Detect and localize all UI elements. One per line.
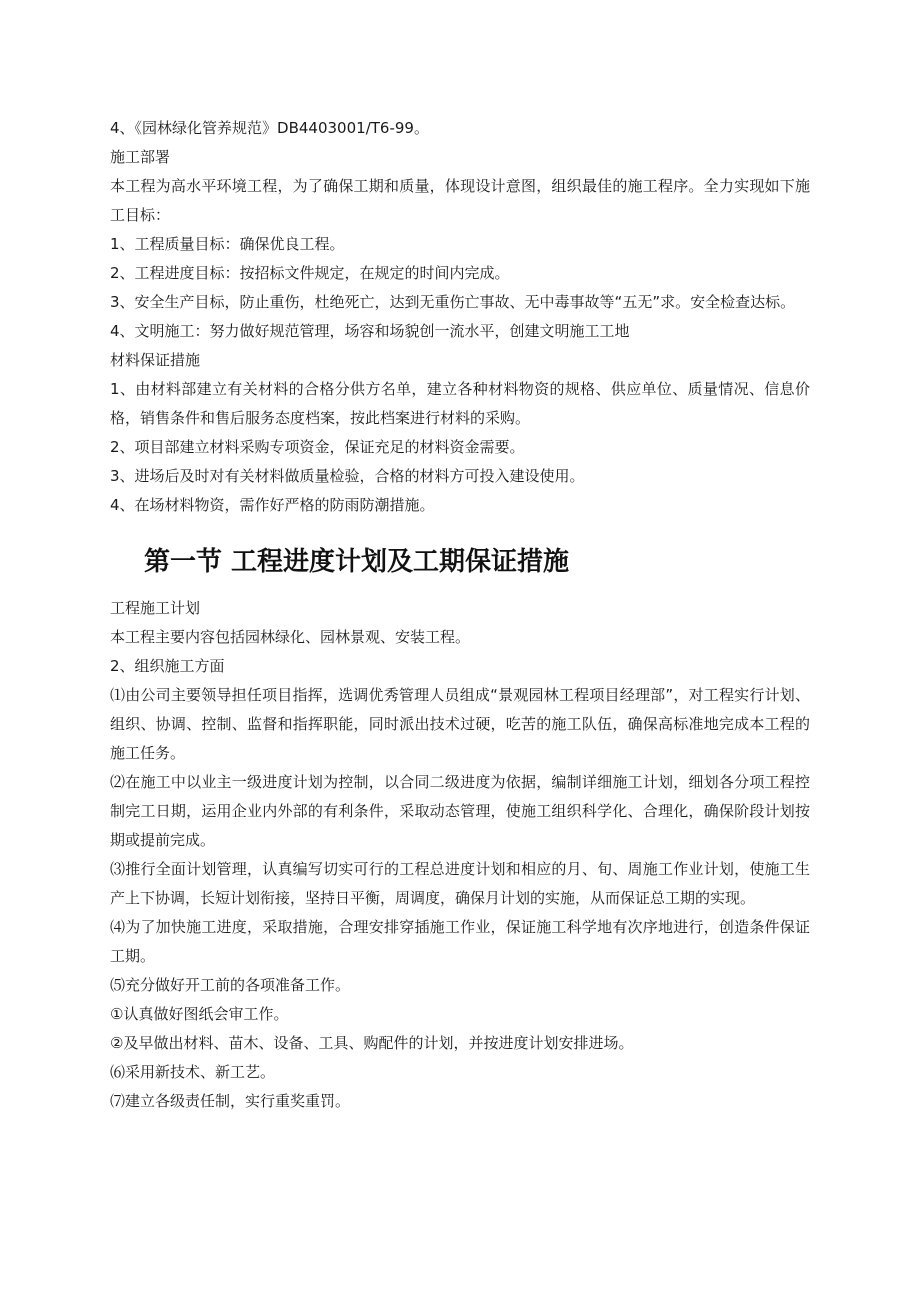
org-subitem-1: ①认真做好图纸会审工作。	[110, 1005, 289, 1023]
subheading-construction-deployment: 施工部署	[110, 148, 171, 166]
material-item-3: 3、进场后及时对有关材料做质量检验，合格的材料方可投入建设使用。	[110, 467, 585, 485]
material-item-4: 4、在场材料物资，需作好严格的防雨防潮措施。	[110, 496, 435, 514]
org-item-7: ⑺建立各级责任制，实行重奖重罚。	[110, 1092, 351, 1110]
goal-quality: 1、工程质量目标：确保优良工程。	[110, 235, 345, 253]
document-page	[110, 114, 810, 1116]
org-item-3: ⑶推行全面计划管理，认真编写切实可行的工程总进度计划和相应的月、旬、周施工作业计划，使施工生产上下协调，长短计划衔接，坚持日平衡，周调度，确保月计划的实施，从而保证总工期的实现。	[110, 860, 810, 907]
goal-civilized: 4、文明施工：努力做好规范管理，场容和场貌创一流水平，创建文明施工工地	[110, 322, 630, 340]
reference-item: 4、《园林绿化管养规范》DB4403001/T6-99。	[110, 119, 429, 137]
material-item-2: 2、项目部建立材料采购专项资金，保证充足的材料资金需要。	[110, 438, 525, 456]
scope-statement: 本工程主要内容包括园林绿化、园林景观、安装工程。	[110, 628, 471, 646]
org-item-5: ⑸充分做好开工前的各项准备工作。	[110, 976, 351, 994]
org-item-4: ⑷为了加快施工进度，采取措施，合理安排穿插施工作业，保证施工科学地有次序地进行，创造条件保证工期。	[110, 918, 810, 965]
org-subitem-2: ②及早做出材料、苗木、设备、工具、购配件的计划，并按进度计划安排进场。	[110, 1034, 634, 1052]
org-item-6: ⑹采用新技术、新工艺。	[110, 1063, 276, 1081]
subheading-construction-plan: 工程施工计划	[110, 599, 201, 617]
org-item-2: ⑵在施工中以业主一级进度计划为控制，以合同二级进度为依据，编制详细施工计划，细划各分项工程控制完工日期，运用企业内外部的有利条件，采取动态管理，使施工组织科学化、合理化，确保阶段计划按期或提前完成。	[110, 773, 810, 849]
section-heading: 第一节 工程进度计划及工期保证措施	[144, 547, 570, 577]
goal-schedule: 2、工程进度目标：按招标文件规定，在规定的时间内完成。	[110, 264, 510, 282]
material-item-1: 1、由材料部建立有关材料的合格分供方名单，建立各种材料物资的规格、供应单位、质量情况、信息价格，销售条件和售后服务态度档案，按此档案进行材料的采购。	[110, 380, 810, 427]
paragraph-intro: 本工程为高水平环境工程，为了确保工期和质量，体现设计意图，组织最佳的施工程序。全力实现如下施工目标：	[110, 177, 810, 224]
subheading-organization: 2、组织施工方面	[110, 657, 225, 675]
org-item-1: ⑴由公司主要领导担任项目指挥，选调优秀管理人员组成“景观园林工程项目经理部”，对工程实行计划、组织、协调、控制、监督和指挥职能，同时派出技术过硬，吃苦的施工队伍，确保高标准地完成本工程的施工任务。	[110, 686, 810, 762]
subheading-material-measures: 材料保证措施	[110, 351, 201, 369]
goal-safety: 3、安全生产目标，防止重伤，杜绝死亡，达到无重伤亡事故、无中毒事故等“五无”求。安全检查达标。	[110, 293, 796, 311]
